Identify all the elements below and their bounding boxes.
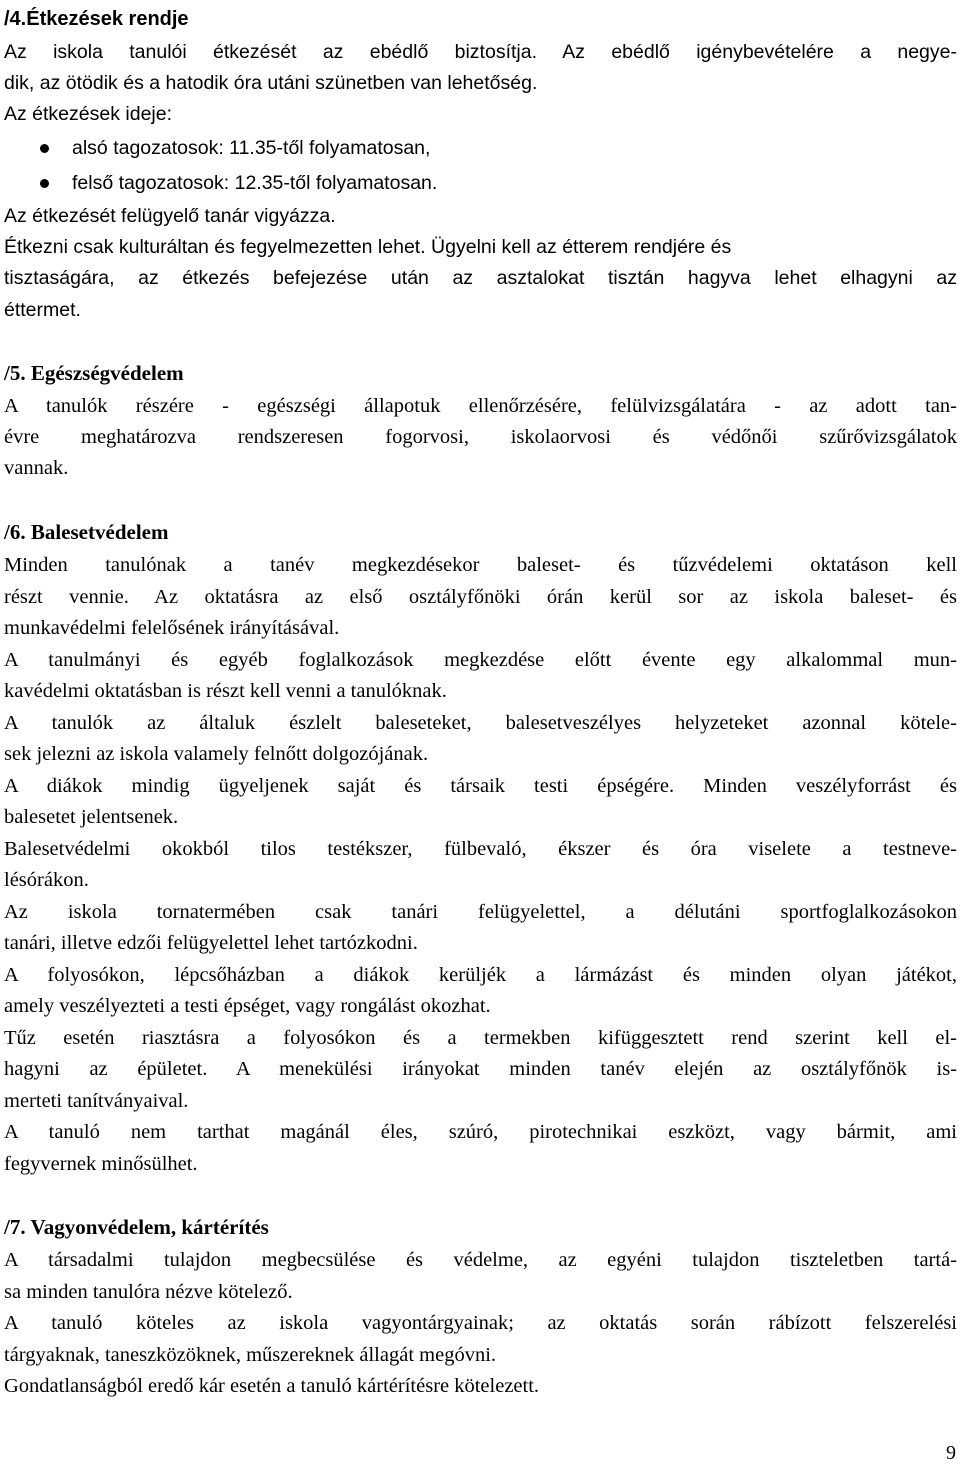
paragraph-line: Minden tanulónak a tanév megkezdésekor baleset- és tűzvédelemi oktatáson kell — [4, 554, 957, 576]
paragraph-line: éttermet. — [4, 299, 81, 321]
paragraph-line: Étkezni csak kulturáltan és fegyelmezetten lehet. Ügyelni kell az étterem rendjére és — [4, 236, 732, 258]
section-number: /5. — [4, 361, 26, 385]
section-6-heading — [4, 520, 957, 544]
paragraph-line: A társadalmi tulajdon megbecsülése és védelme, az egyéni tulajdon tiszteletben tartá- — [4, 1249, 957, 1271]
paragraph-line: vannak. — [4, 457, 69, 479]
paragraph-line: Az iskola tornatermében csak tanári felügyelettel, a délutáni sportfoglalkozásokon — [4, 901, 957, 923]
paragraph-line: sek jelezni az iskola valamely felnőtt dolgozójának. — [4, 743, 429, 765]
section-7-heading — [4, 1215, 957, 1239]
section-5-heading — [4, 361, 957, 385]
bullet-item: alsó tagozatosok: 11.35-től folyamatosan, — [72, 137, 431, 159]
paragraph-line: tárgyaknak, taneszközöknek, műszereknek állagát megóvni. — [4, 1344, 497, 1366]
section-title: Vagyonvédelem, kártérítés — [30, 1215, 269, 1239]
bullet-icon — [40, 179, 49, 188]
paragraph-line: sa minden tanulóra nézve kötelező. — [4, 1281, 293, 1303]
paragraph-line: A tanulók az általuk észlelt baleseteket, balesetveszélyes helyzeteket azonnal kötele- — [4, 712, 957, 734]
section-title: Egészségvédelem — [30, 361, 184, 385]
paragraph-line: A tanuló nem tarthat magánál éles, szúró, pirotechnikai eszközt, vagy bármit, ami — [4, 1121, 957, 1143]
paragraph-line: évre meghatározva rendszeresen fogorvosi, iskolaorvosi és védőnői szűrővizsgálatok — [4, 426, 957, 448]
section-4-heading: /4.Étkezések rendje — [4, 8, 189, 30]
paragraph-line: amely veszélyezteti a testi épséget, vagy rongálást okozhat. — [4, 995, 491, 1017]
paragraph-line: tanári, illetve edzői felügyelettel lehet tartózkodni. — [4, 932, 418, 954]
paragraph-line: részt vennie. Az oktatásra az első osztályfőnöki órán kerül sor az iskola baleset- és — [4, 586, 957, 608]
bullet-icon — [40, 144, 49, 153]
paragraph-line: Az iskola tanulói étkezését az ebédlő biztosítja. Az ebédlő igénybevételére a negye- — [4, 41, 957, 63]
paragraph-line: A tanulók részére - egészségi állapotuk ellenőrzésére, felülvizsgálatára - az adott tan- — [4, 395, 957, 417]
paragraph-line: Tűz esetén riasztásra a folyosókon és a termekben kifüggesztett rend szerint kell el- — [4, 1027, 957, 1049]
section-number: /7. — [4, 1215, 26, 1239]
paragraph-line: Balesetvédelmi okokból tilos testékszer, fülbevaló, ékszer és óra viselete a testneve- — [4, 838, 957, 860]
section-title: Balesetvédelem — [30, 520, 169, 544]
paragraph-line: lésórákon. — [4, 869, 89, 891]
paragraph-line: A tanuló köteles az iskola vagyontárgyainak; az oktatás során rábízott felszerelési — [4, 1312, 957, 1334]
page-number: 9 — [946, 1442, 956, 1464]
section-number: /6. — [4, 520, 26, 544]
paragraph-line: Gondatlanságból eredő kár esetén a tanuló kártérítésre kötelezett. — [4, 1375, 540, 1397]
paragraph-line: balesetet jelentsenek. — [4, 806, 179, 828]
paragraph-line: A folyosókon, lépcsőházban a diákok kerüljék a lármázást és minden olyan játékot, — [4, 964, 957, 986]
paragraph-line: A diákok mindig ügyeljenek saját és társaik testi épségére. Minden veszélyforrást és — [4, 775, 957, 797]
bullet-item: felső tagozatosok: 12.35-től folyamatosan. — [72, 172, 438, 194]
paragraph-line: kavédelmi oktatásban is részt kell venni a tanulóknak. — [4, 680, 447, 702]
paragraph-line: fegyvernek minősülhet. — [4, 1153, 198, 1175]
paragraph-line: munkavédelmi felelősének irányításával. — [4, 617, 340, 639]
paragraph-line: Az étkezések ideje: — [4, 103, 173, 125]
paragraph-line: tisztaságára, az étkezés befejezése után az asztalokat tisztán hagyva lehet elhagyni az — [4, 267, 957, 289]
paragraph-line: A tanulmányi és egyéb foglalkozások megkezdése előtt évente egy alkalommal mun- — [4, 649, 957, 671]
paragraph-line: hagyni az épületet. A menekülési irányokat minden tanév elején az osztályfőnök is- — [4, 1058, 957, 1080]
paragraph-line: merteti tanítványaival. — [4, 1090, 189, 1112]
paragraph-line: Az étkezését felügyelő tanár vigyázza. — [4, 205, 336, 227]
paragraph-line: dik, az ötödik és a hatodik óra utáni szünetben van lehetőség. — [4, 72, 538, 94]
